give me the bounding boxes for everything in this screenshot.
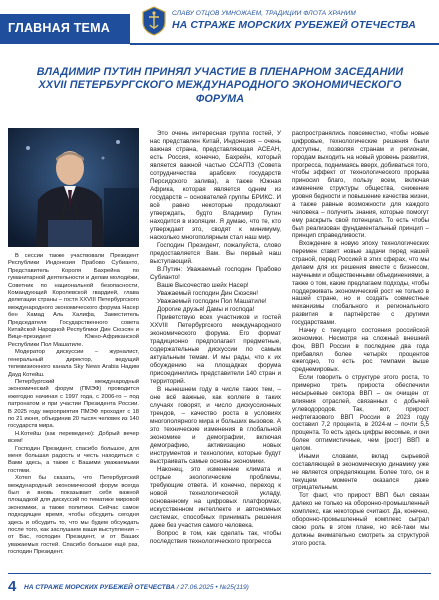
paragraph: Тот факт, что прирост ВВП был связан далеко не только на оборонно-промышленный комплекс, как некоторые считают. Да, конечно, оборонно-промышленный комплекс сыграл свою роль в этом плане, но всё-таки мы должны внимательно смотреть за структурой этого роста.: [292, 492, 429, 547]
page-header: [0, 0, 439, 52]
paragraph: Уважаемый господин Пол Машатиле!: [157, 298, 267, 305]
section-tab: [0, 14, 130, 44]
paragraph: Наконец, это изменение климата и острые экологические проблемы, требующие ответа. И конечно, переход к новой технологической укладу, основанному на цифровых платформах, искусственном интеллекте и автономных системах, способных принимать решения даже без участия самого человека.: [150, 466, 281, 529]
paragraph: Вхождение в новую эпоху технологических перемен ставит новые задачи перед нашей страной, перед Россией в этих сферах, что мы делаем для их решения вместе с бизнесом, научными и общественными объединениями, а также о том, какие предлагаем подходы, чтобы поддерживать экономический рост не только в нашей стране, но и создать совместные механизмы глобального и регионального развития в партнёрстве с другими государствами.: [292, 240, 430, 326]
paragraph: В нынешнем году в числе таких тем, – оне всё важные, как коллеге в таких случаях говорят, и число дискуссионных трендов, – качество роста в условиях многополярного мира и больших вызовов. А это технические изменения в глобальной экономике и демографии, включая демографию, активизацию новых инструментов и технологии, которые будут выстраивать самые основы экономики.: [150, 386, 281, 465]
article-column-1: [8, 253, 139, 557]
paragraph: В сессии также участвовали Президент Республики Индонезия Прабово Субианто, Представитель Короля Бахрейна по гуманитарной деятельности и делам молодёжи, Советник по национальной безопасности, Командующий Королевской гвардией, глава делегации страны – гостя XXVIII Петербургского международного экономического форума Насер бен Хамад Аль Халифа, Заместитель Председателя Государственного совета Китайской Народной Республики Дин Сюэсян и Вице-президент Южно-Африканской Республики Пол Машатиле.: [8, 253, 139, 348]
page-footer: [0, 573, 439, 600]
naval-emblem-icon: [141, 6, 167, 36]
paragraph: Иными словами, вклад сырьевой составляющей в экономическую динамику уже не является определяющим. Более того, он в текущем моменте оказался даже отрицательным.: [292, 452, 429, 492]
article-column-2: [150, 130, 281, 546]
paragraph: Ваше Высочество шейх Насер!: [157, 282, 249, 289]
page-number: 4: [8, 578, 17, 595]
paragraph: Дорогие друзья! Дамы и господа!: [157, 306, 255, 313]
article-headline: ВЛАДИМИР ПУТИН ПРИНЯЛ УЧАСТИЕ В ПЛЕНАРНОМ ЗАСЕДАНИИ XXVII ПЕТЕРБУРГСКОГО МЕЖДУНАРОДНОГО ЭКОНОМИЧЕСКОГО ФОРУМА: [36, 66, 404, 105]
article-column-3: [292, 130, 429, 547]
section-tab-label: ГЛАВНАЯ ТЕМА: [8, 21, 110, 35]
paragraph: В.Путин: Уважаемый господин Прабово Субианто!: [150, 266, 281, 281]
paragraph: Это очень интересная группа гостей, У нас представлен Китай, Индонезия – очень важная страна, представляющая АСЕАН, есть Россия, конечно, Бахрейн, который является важной частью ССАГПЗ (Совета сотрудничества арабских государств Персидского залива), а также Южная Африка, которая является одним из государств – основателей группы БРИКС. И всё равно некоторые продолжают утверждать, будто Владимир Путин находится в изоляции. Я думаю, что те, кто утверждает это, сводят к минимуму, насколько многополярным стал наш мир.: [150, 130, 281, 241]
article-photo: [8, 128, 139, 247]
paragraph: Вопрос в том, как сделать так, чтобы последствия технологического прогресса: [150, 530, 281, 545]
paragraph: Приветствую всех участников и гостей XXVIII Петербургского международного экономического форума. Его формат традиционно предполагает предметные, содержательные дискуссии по самым актуальным темам. И мы рады, что к их обсуждению на площадках форума присоединились представители 140 стран и территорий.: [150, 314, 281, 385]
paragraph: распространялись повсеместно, чтобы новые цифровые, технологические решения были доступны, позволяя странам и регионам, городам выходить на новый уровень развития, прогресса, поднимаясь вверх, добиваться того, чтобы эффект от технологического прорыва приносил благо, пользу всем, включая изменение структуры общества, снижение уровня бедности и повышение качества жизни, а также равные возможности для каждого человека – получить знания, которые помогут ему раскрыть свой потенциал. То есть чтобы был реализован фундаментальный принцип – принцип справедливости.: [292, 130, 429, 240]
footer-publication: [24, 584, 249, 591]
paragraph: Господин Президент, спасибо большое, для меня большая радость и честь находиться с Вами здесь, а также с Вашими уважаемыми гостями.: [8, 445, 139, 474]
slogan: СЛАВУ ОТЦОВ УМНОЖАЕМ, ТРАДИЦИИ ФЛОТА ХРАНИМ: [172, 10, 356, 17]
paragraph: Модератор дискуссии – журналист, генеральный директор, ведущий телевизионного канала Sky News Arabia Надим Дауд Котейш.: [8, 349, 139, 378]
paragraph: Если говорить о структуре этого роста, то примерно треть прироста обеспечили несырьевые сектора ВВП – он очищен от влияния отраслей, связанных с добычей углеводородов. Так, вот, прирост нефтегазового ВВП России в 2023 году составил 7,2 процента, в 2024-м – почти 5,5 процента. То есть здесь цифры весомые, и они более оптимистичные, чем [рост] ВВП в целом.: [292, 374, 429, 452]
paragraph: Уважаемый господин Дин Сюэсян!: [157, 290, 259, 297]
header-rule: [130, 43, 439, 45]
paragraph: Петербургский международный экономический форум (ПМЭФ) проводится ежегодно начиная с 1997 года, с 2006-го – под патронатом и при участии Президента России. В 2025 году мероприятия ПМЭФ проходят с 18 по 21 июня, объединив 20 тысяч человек из 140 государств мира.: [8, 378, 139, 430]
paragraph: Начну с текущего состояния российской экономики. Несмотря на сложный внешний фон, ВВП России в последние два года прибавлял более четырёх процентов ежегодно, то есть рос темпами выше среднемировых.: [292, 326, 429, 374]
paragraph: Н.Котейш (как переведено): Добрый вечер всем!: [8, 430, 139, 445]
footer-rule: [8, 573, 431, 574]
paragraph: Хотел бы сказать, что Петербургский международный экономический форум всегда был и вновь показывает себя важной площадкой для дискуссий по тематике мировой экономики, а также политики. Сейчас самое подходящее время, чтобы обсудить сегодня здесь и обсудить то, что мы будем обсуждать после того, как заслушаем ваши выступления – от Вас, господин Президент, и от Ваших уважаемых гостей. Спасибо большое ещё раз, господин Президент.: [8, 475, 139, 556]
publication-title: НА СТРАЖЕ МОРСКИХ РУБЕЖЕЙ ОТЕЧЕСТВА: [172, 19, 416, 31]
footer-publication-title: НА СТРАЖЕ МОРСКИХ РУБЕЖЕЙ ОТЕЧЕСТВА: [24, 584, 175, 591]
footer-issue-date: / 27.06.2025 • №25(119): [175, 584, 249, 591]
paragraph: Господин Президент, пожалуйста, слово предоставляется Вам. Вы первый наш выступающий.: [150, 242, 281, 265]
